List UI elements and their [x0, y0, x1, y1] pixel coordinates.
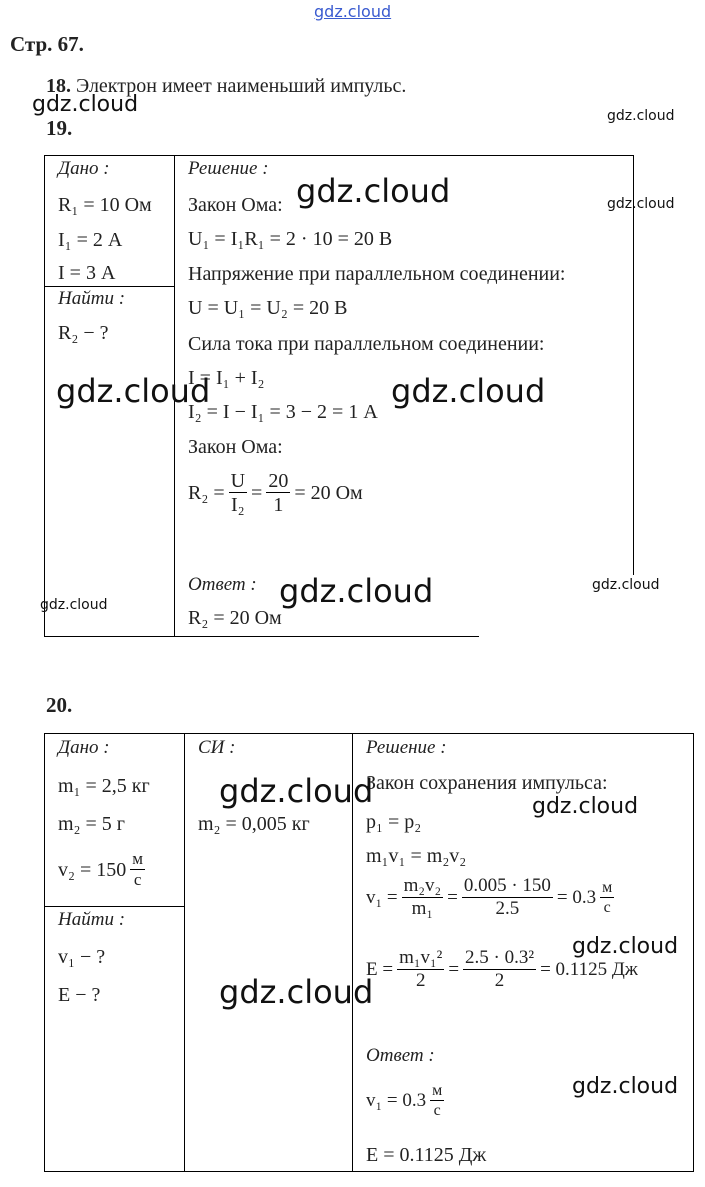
- q19-solution-label: Решение :: [188, 158, 269, 179]
- q20-find-e: E − ?: [58, 984, 101, 1006]
- q20-find-v1: v₁ − ?: [58, 946, 106, 968]
- top-watermark-link[interactable]: gdz.cloud: [314, 2, 392, 21]
- watermark: gdz.cloud: [572, 934, 679, 959]
- q20-solution-line: p₁ = p₂: [366, 811, 422, 833]
- q20-answer-label: Ответ :: [366, 1045, 435, 1066]
- watermark: gdz.cloud: [607, 108, 675, 124]
- q19-answer-label: Ответ :: [188, 574, 257, 595]
- watermark: gdz.cloud: [279, 572, 434, 610]
- q20-answer-e: E = 0.1125 Дж: [366, 1144, 487, 1166]
- watermark: gdz.cloud: [219, 973, 374, 1011]
- q20-fraction: $\frac{0.005 \cdot 150}{2.5}$: [463, 875, 551, 919]
- q19-given-r1: R₁ = 10 Ом: [58, 194, 152, 216]
- watermark: gdz.cloud: [391, 372, 546, 410]
- q19-r2-result: = 20 Ом: [294, 482, 363, 504]
- q20-fraction: $\frac{\text{m₁v₁²}}{2}$: [399, 947, 443, 991]
- q19-find-r2: R₂ − ?: [58, 322, 109, 344]
- q19-solution-line: Сила тока при параллельном соединении:: [188, 333, 545, 355]
- q19-solution-line: I = I₁ + I₂: [188, 367, 265, 389]
- q19-r2-lhs: R₂ =: [188, 482, 225, 504]
- watermark: gdz.cloud: [532, 794, 639, 819]
- watermark: gdz.cloud: [607, 196, 675, 212]
- q20-v1-equation: v₁ = $\frac{\text{m₂v₂}}{\text{m₁}}$ = $\frac{0.005 \cdot 150}{2.5}$ = 0.3 $\frac{м}{с}$: [366, 875, 613, 919]
- q19-given-label: Дано :: [58, 158, 110, 179]
- q19-solution-line: U₁ = I₁R₁ = 2 · 10 = 20 В: [188, 228, 393, 250]
- q20-solution-line: Закон сохранения импульса:: [366, 772, 608, 794]
- q18-text: Электрон имеет наименьший импульс.: [76, 75, 407, 97]
- q19-find-label: Найти :: [58, 288, 126, 309]
- q19-solution-line: Напряжение при параллельном соединении:: [188, 263, 566, 285]
- q20-si-m2: m₂ = 0,005 кг: [198, 813, 310, 835]
- q19-fraction: $\frac{20}{1}$: [268, 470, 289, 516]
- q20-si-label: СИ :: [198, 737, 236, 758]
- q20-given-m1: m₁ = 2,5 кг: [58, 775, 150, 797]
- q19-fraction: $\frac{U}{\text{I₂}}$: [230, 470, 246, 516]
- q19-solution-line: Закон Ома:: [188, 436, 283, 458]
- watermark: gdz.cloud: [592, 577, 660, 593]
- q19-r2-equation: R₂ = $\frac{U}{\text{I₂}}$ = $\frac{20}{1}$ = 20 Ом: [188, 470, 363, 516]
- watermark: gdz.cloud: [572, 1074, 679, 1099]
- q19-solution-line: I₂ = I − I₁ = 3 − 2 = 1 А: [188, 401, 378, 423]
- q19-solution-line: U = U₁ = U₂ = 20 В: [188, 297, 348, 319]
- q19-solution-line: Закон Ома:: [188, 194, 283, 216]
- q20-fraction: $\frac{\text{m₂v₂}}{\text{m₁}}$: [403, 875, 442, 919]
- q20-solution-label: Решение :: [366, 737, 447, 758]
- watermark: gdz.cloud: [56, 372, 211, 410]
- q20-given-v2: v₂ = 150 $\frac{м}{с}$: [58, 849, 144, 889]
- q19-given-i1: I₁ = 2 А: [58, 229, 123, 251]
- q20-answer-v1: v₁ = 0.3 $\frac{м}{с}$: [366, 1082, 443, 1119]
- q18-number: 18.: [46, 75, 71, 97]
- q20-e-equation: E = $\frac{\text{m₁v₁²}}{2}$ = $\frac{\text{2.5 · 0.3²}}{2}$ = 0.1125 Дж: [366, 947, 638, 991]
- q20-given-label: Дано :: [58, 737, 110, 758]
- q20-solution-line: m₁v₁ = m₂v₂: [366, 845, 467, 867]
- watermark: gdz.cloud: [296, 172, 451, 210]
- unit-fraction: $\frac{м}{с}$: [132, 849, 144, 889]
- unit-fraction: $\frac{м}{с}$: [432, 1082, 443, 1119]
- q20-number: 20.: [46, 693, 73, 717]
- page-header: Стр. 67.: [10, 32, 84, 56]
- q20-fraction: $\frac{\text{2.5 · 0.3²}}{2}$: [465, 947, 535, 991]
- watermark: gdz.cloud: [32, 92, 139, 117]
- unit-fraction: $\frac{м}{с}$: [602, 879, 613, 917]
- q19-given-i: I = 3 А: [58, 262, 116, 284]
- q20-find-label: Найти :: [58, 909, 126, 930]
- watermark: gdz.cloud: [219, 772, 374, 810]
- q20-given-m2: m₂ = 5 г: [58, 813, 126, 835]
- q19-number: 19.: [46, 116, 73, 140]
- watermark: gdz.cloud: [40, 597, 108, 613]
- q19-answer: R₂ = 20 Ом: [188, 607, 282, 629]
